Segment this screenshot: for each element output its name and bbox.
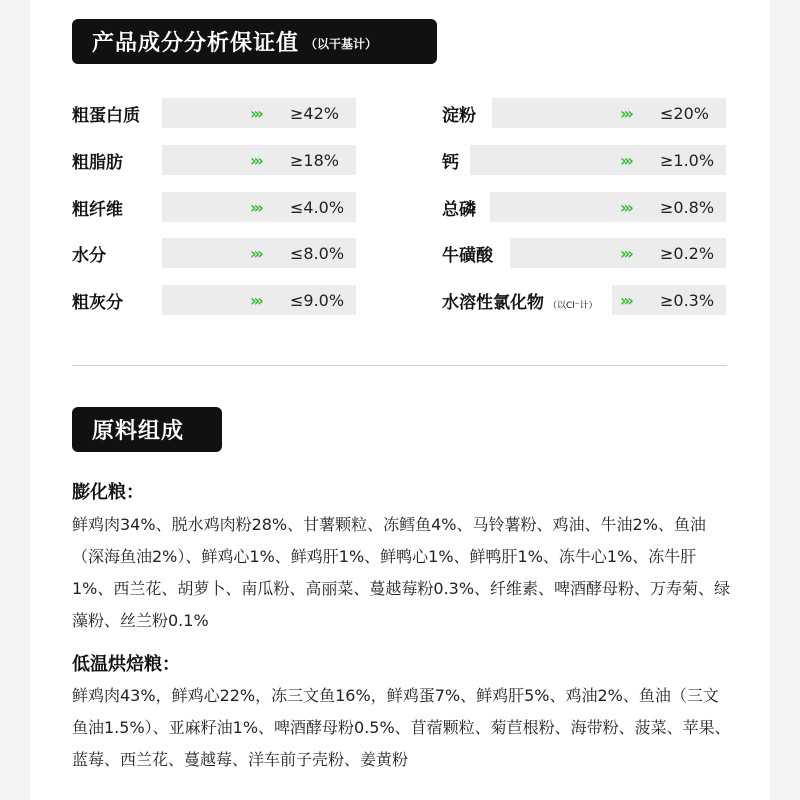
analysis-value-bar xyxy=(490,192,726,222)
analysis-item-value: ≥0.2% xyxy=(660,243,715,263)
analysis-item-name: 粗蛋白质 xyxy=(72,105,140,126)
triple-chevron-icon: ››› xyxy=(620,243,631,263)
analysis-item-value: ≤4.0% xyxy=(290,197,345,217)
analysis-item-value: ≥42% xyxy=(290,103,339,123)
section-divider xyxy=(72,365,727,366)
right-margin-strip xyxy=(770,0,800,800)
triple-chevron-icon: ››› xyxy=(250,243,261,263)
analysis-row-crude-fiber xyxy=(72,192,345,222)
kibble-ingredient-text: 鲜鸡肉34%、脱水鸡肉粉28%、甘薯颗粒、冻鳕鱼4%、马铃薯粉、鸡油、牛油2%、鱼油（深海鱼油2%）、鲜鸡心1%、鲜鸡肝1%、鲜鸭心1%、鲜鸭肝1%、冻牛心1%、冻牛肝1%、西兰花、胡萝卜、南瓜粉、高丽菜、蔓越莓粉0.3%、纤维素、啤酒酵母粉、万寿菊、绿藻粉、丝兰粉0.1% xyxy=(72,515,731,630)
analysis-value-bar xyxy=(492,98,726,128)
analysis-row-water-soluble-chloride xyxy=(442,285,715,315)
analysis-row-crude-protein xyxy=(72,98,339,128)
analysis-row-starch xyxy=(442,98,709,128)
left-margin-strip xyxy=(0,0,30,800)
ingredients-header xyxy=(72,407,222,452)
analysis-item-name: 粗纤维 xyxy=(72,199,123,220)
triple-chevron-icon: ››› xyxy=(620,103,631,123)
baked-section-title: 低温烘焙粮： xyxy=(72,654,180,675)
triple-chevron-icon: ››› xyxy=(250,103,261,123)
analysis-item-name xyxy=(442,288,598,313)
analysis-value-bar xyxy=(162,238,356,268)
analysis-item-value: ≤20% xyxy=(660,103,709,123)
triple-chevron-icon: ››› xyxy=(620,197,631,217)
triple-chevron-icon: ››› xyxy=(250,150,261,170)
analysis-item-value: ≥0.8% xyxy=(660,197,715,217)
analysis-row-crude-ash xyxy=(72,285,345,315)
analysis-value-bar xyxy=(162,145,356,175)
analysis-title: 产品成分分析保证值 xyxy=(92,31,300,56)
analysis-item-name: 淀粉 xyxy=(442,105,476,126)
analysis-value-bar xyxy=(162,192,356,222)
analysis-item-value: ≤9.0% xyxy=(290,290,345,310)
analysis-row-taurine xyxy=(442,238,715,268)
triple-chevron-icon: ››› xyxy=(620,150,631,170)
kibble-section-title: 膨化粮： xyxy=(72,482,144,503)
analysis-value-bar xyxy=(162,285,356,315)
analysis-item-name: 钙 xyxy=(442,152,459,173)
triple-chevron-icon: ››› xyxy=(620,290,631,310)
analysis-row-moisture xyxy=(72,238,345,268)
triple-chevron-icon: ››› xyxy=(250,290,261,310)
analysis-header xyxy=(72,19,437,64)
analysis-item-name: 总磷 xyxy=(442,199,476,220)
analysis-item-name-text: 水溶性氯化物 xyxy=(442,292,544,313)
analysis-item-value: ≥0.3% xyxy=(660,290,715,310)
triple-chevron-icon: ››› xyxy=(250,197,261,217)
analysis-item-name: 水分 xyxy=(72,245,106,266)
analysis-item-name: 牛磺酸 xyxy=(442,245,493,266)
analysis-item-note: （以Cl⁻计） xyxy=(548,300,598,311)
analysis-subtitle: （以干基计） xyxy=(305,37,378,51)
analysis-item-value: ≤8.0% xyxy=(290,243,345,263)
analysis-value-bar xyxy=(612,285,726,315)
analysis-row-total-phosphorus xyxy=(442,192,715,222)
analysis-item-value: ≥18% xyxy=(290,150,339,170)
analysis-value-bar xyxy=(470,145,726,175)
analysis-item-name: 粗脂肪 xyxy=(72,152,123,173)
analysis-item-name: 粗灰分 xyxy=(72,292,123,313)
analysis-row-crude-fat xyxy=(72,145,339,175)
analysis-row-calcium xyxy=(442,145,715,175)
analysis-value-bar xyxy=(162,98,356,128)
baked-ingredient-text: 鲜鸡肉43%，鲜鸡心22%，冻三文鱼16%，鲜鸡蛋7%、鲜鸡肝5%、鸡油2%、鱼油（三文鱼油1.5%）、亚麻籽油1%、啤酒酵母粉0.5%、苜蓿颗粒、菊苣根粉、海带粉、菠菜、苹果、蓝莓、西兰花、蔓越莓、洋车前子壳粉、姜黄粉 xyxy=(72,686,731,769)
analysis-item-value: ≥1.0% xyxy=(660,150,715,170)
ingredients-title: 原料组成 xyxy=(92,419,185,444)
analysis-value-bar xyxy=(510,238,726,268)
